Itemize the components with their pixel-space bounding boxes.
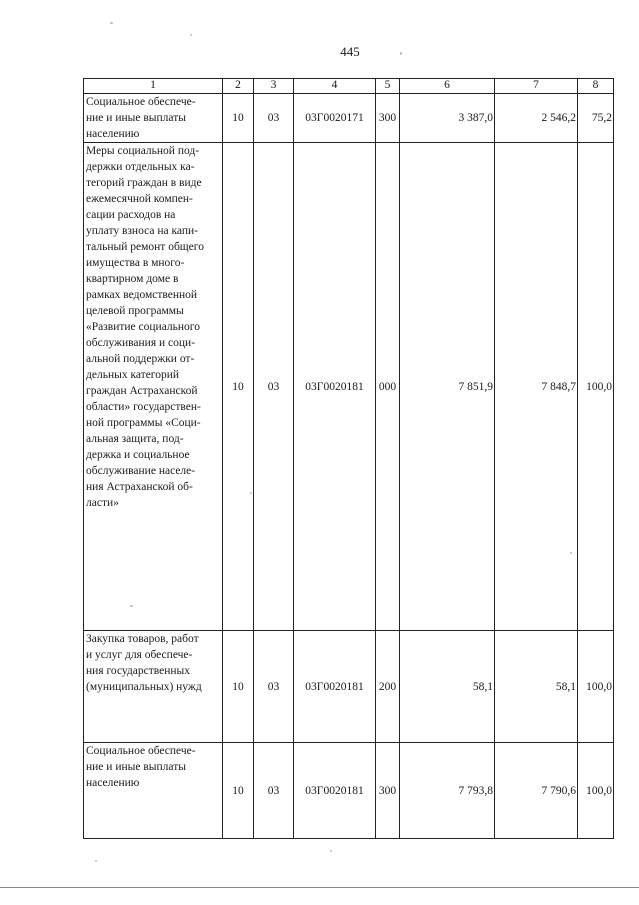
name-line: Социальное обеспече-	[86, 96, 196, 108]
name-line: ной программы «Соци-	[86, 417, 201, 429]
subsection-cell: 03	[254, 143, 294, 631]
target-article-cell: 03Г0020181	[294, 743, 376, 839]
percent-cell: 100,0	[578, 143, 614, 631]
table-header-row	[84, 79, 614, 94]
section-cell: 10	[223, 143, 254, 631]
name-line: Социальное обеспече-	[86, 745, 196, 757]
plan-cell: 3 387,0	[400, 94, 495, 143]
row-name-cell	[84, 743, 223, 839]
scan-speck	[330, 850, 332, 852]
expense-type-cell: 000	[376, 143, 400, 631]
target-article-cell: 03Г0020171	[294, 94, 376, 143]
header-col-3: 3	[254, 79, 294, 94]
section-cell: 10	[223, 94, 254, 143]
target-article-cell: 03Г0020181	[294, 631, 376, 743]
name-line: квартирном доме в	[86, 273, 179, 285]
header-col-7: 7	[495, 79, 578, 94]
plan-cell: 7 851,9	[400, 143, 495, 631]
name-line: ние и иные выплаты	[86, 112, 186, 124]
table-row	[84, 94, 614, 143]
header-col-6: 6	[400, 79, 495, 94]
actual-cell: 7 790,6	[495, 743, 578, 839]
name-line: держка и социальное	[86, 449, 190, 461]
table-row	[84, 631, 614, 743]
scan-speck	[570, 552, 572, 554]
name-line: альная защита, под-	[86, 433, 184, 445]
actual-cell: 2 546,2	[495, 94, 578, 143]
name-line: тальный ремонт общего	[86, 241, 204, 253]
scan-speck	[110, 22, 113, 24]
name-line: дельных категорий	[86, 369, 180, 381]
percent-cell: 75,2	[578, 94, 614, 143]
name-line: тегорий граждан в виде	[86, 177, 202, 189]
actual-cell: 58,1	[495, 631, 578, 743]
name-line: и услуг для обеспече-	[86, 649, 193, 661]
row-name-cell	[84, 631, 223, 743]
scan-speck	[400, 52, 402, 55]
plan-cell: 7 793,8	[400, 743, 495, 839]
percent-cell: 100,0	[578, 743, 614, 839]
subsection-cell: 03	[254, 743, 294, 839]
plan-cell: 58,1	[400, 631, 495, 743]
header-col-5: 5	[376, 79, 400, 94]
section-cell: 10	[223, 743, 254, 839]
name-line: населению	[86, 128, 140, 140]
name-line: имущества в много-	[86, 257, 185, 269]
header-col-8: 8	[578, 79, 614, 94]
row-name-cell	[84, 143, 223, 631]
scan-speck	[130, 605, 133, 607]
name-line: Меры социальной под-	[86, 145, 200, 157]
section-cell: 10	[223, 631, 254, 743]
header-col-1: 1	[84, 79, 223, 94]
page-bottom-edge	[0, 887, 639, 888]
table-row	[84, 743, 614, 839]
name-line: «Развитие социального	[86, 321, 200, 333]
table-row	[84, 143, 614, 631]
expense-type-cell: 300	[376, 743, 400, 839]
name-line: уплату взноса на капи-	[86, 225, 198, 237]
header-col-4: 4	[294, 79, 376, 94]
row-name-cell	[84, 94, 223, 143]
subsection-cell: 03	[254, 631, 294, 743]
name-line: граждан Астраханской	[86, 385, 198, 397]
name-line: Закупка товаров, работ	[86, 633, 199, 645]
percent-cell: 100,0	[578, 631, 614, 743]
expense-type-cell: 300	[376, 94, 400, 143]
name-line: рамках ведомственной	[86, 289, 198, 301]
name-line: сации расходов на	[86, 209, 176, 221]
subsection-cell: 03	[254, 94, 294, 143]
scan-speck	[250, 492, 252, 494]
scan-speck	[190, 34, 192, 36]
name-line: (муниципальных) нужд	[86, 681, 202, 693]
name-line: области» государствен-	[86, 401, 201, 413]
name-line: ласти»	[86, 497, 119, 509]
name-line: целевой программы	[86, 305, 184, 317]
page-number: 445	[340, 44, 360, 59]
target-article-cell: 03Г0020181	[294, 143, 376, 631]
name-line: обслуживания и соци-	[86, 337, 196, 349]
scan-speck	[95, 860, 97, 862]
name-line: ния государственных	[86, 665, 191, 677]
name-line: ежемесячной компен-	[86, 193, 193, 205]
name-line: обслуживание населе-	[86, 465, 196, 477]
header-col-2: 2	[223, 79, 254, 94]
budget-table	[83, 78, 614, 839]
name-line: альной поддержки от-	[86, 353, 195, 365]
name-line: ние и иные выплаты	[86, 761, 186, 773]
name-line: держки отдельных ка-	[86, 161, 195, 173]
expense-type-cell: 200	[376, 631, 400, 743]
actual-cell: 7 848,7	[495, 143, 578, 631]
name-line: населению	[86, 777, 140, 789]
name-line: ния Астраханской об-	[86, 481, 193, 493]
